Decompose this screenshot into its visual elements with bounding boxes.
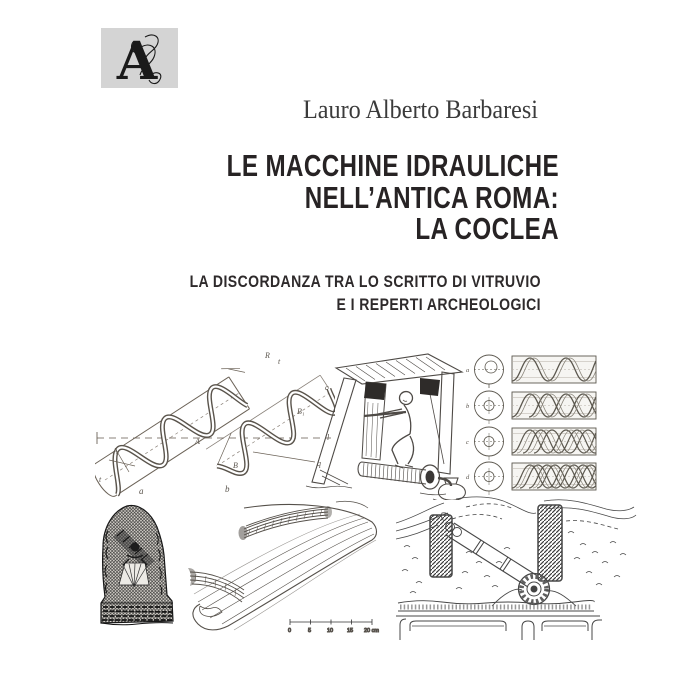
row-label-c: c	[466, 439, 469, 446]
scale-tick-15: 15	[347, 628, 354, 634]
section-rows	[474, 355, 602, 495]
helix-label-t2: t	[278, 357, 281, 366]
figure-helix-geometry	[95, 348, 335, 503]
row-label-b: b	[466, 403, 470, 410]
helix-label-R: R	[265, 351, 270, 360]
helix-label-B1: B₁	[297, 407, 305, 416]
fragment-drawing	[186, 498, 382, 650]
left-post	[312, 378, 356, 484]
subtitle-line-1: LA DISCORDANZA TRA LO SCRITTO DI VITRUVIO	[189, 273, 541, 291]
figure-excavation-section	[396, 493, 638, 648]
screw-cylinder	[358, 462, 440, 489]
fragment-outline-bottom	[193, 540, 372, 630]
relief-figure-head	[131, 543, 140, 552]
book-title	[123, 150, 559, 245]
scale-tick-0: 0	[288, 628, 292, 634]
author-name: Lauro Alberto Barbaresi	[303, 95, 538, 124]
subtitle-line-2: E I REPERTI ARCHEOLOGICI	[336, 295, 541, 314]
figure-treadmill-man	[300, 352, 468, 505]
figure-cross-sections	[462, 348, 602, 503]
helix-geometry-drawing	[95, 348, 335, 498]
cross-sections-drawing	[462, 348, 602, 498]
helix-label-a: a	[139, 486, 144, 496]
scale-tick-20cm: 20 cm	[364, 628, 379, 634]
right-pillar	[538, 505, 562, 581]
helix-label-l: l	[327, 433, 330, 442]
helix-label-c: c	[325, 383, 329, 392]
publisher-logo-icon	[101, 28, 178, 88]
book-subtitle	[81, 271, 541, 316]
helix-label-b: b	[225, 484, 230, 494]
helix-label-A1: A	[113, 447, 118, 456]
helix-label-B: B	[233, 461, 238, 470]
treadmill-drawing	[300, 352, 468, 500]
relief-drawing	[93, 503, 185, 641]
publisher-logo	[101, 28, 178, 88]
substructure	[396, 616, 602, 640]
right-post	[438, 372, 454, 474]
title-line-3: LA COCLEA	[415, 211, 559, 246]
title-line-1: LE MACCHINE IDRAULICHE	[226, 148, 559, 183]
gritty-band	[398, 601, 594, 612]
figure-screw-fragment	[186, 498, 382, 655]
scale-tick-10: 10	[327, 628, 334, 634]
helix-ridge-upper	[239, 506, 333, 540]
scale-bar	[290, 619, 372, 625]
row-label-d: d	[466, 474, 470, 481]
scale-tick-5: 5	[308, 628, 312, 634]
left-pillar	[430, 515, 452, 577]
helix-label-t: t	[99, 475, 102, 484]
broken-edge-scribble	[200, 606, 222, 617]
helix-label-q: q	[317, 459, 321, 468]
helix-label-A2: A	[195, 437, 200, 446]
end-wheel	[519, 574, 550, 605]
logo-letter: A	[116, 31, 158, 88]
figure-relief-stele	[93, 503, 185, 646]
excavation-drawing	[396, 493, 638, 643]
row-label-a: a	[466, 367, 470, 374]
treading-man	[378, 392, 414, 469]
helix-ridge-lower	[188, 568, 244, 602]
title-line-2: NELL’ANTICA ROMA:	[304, 179, 559, 215]
